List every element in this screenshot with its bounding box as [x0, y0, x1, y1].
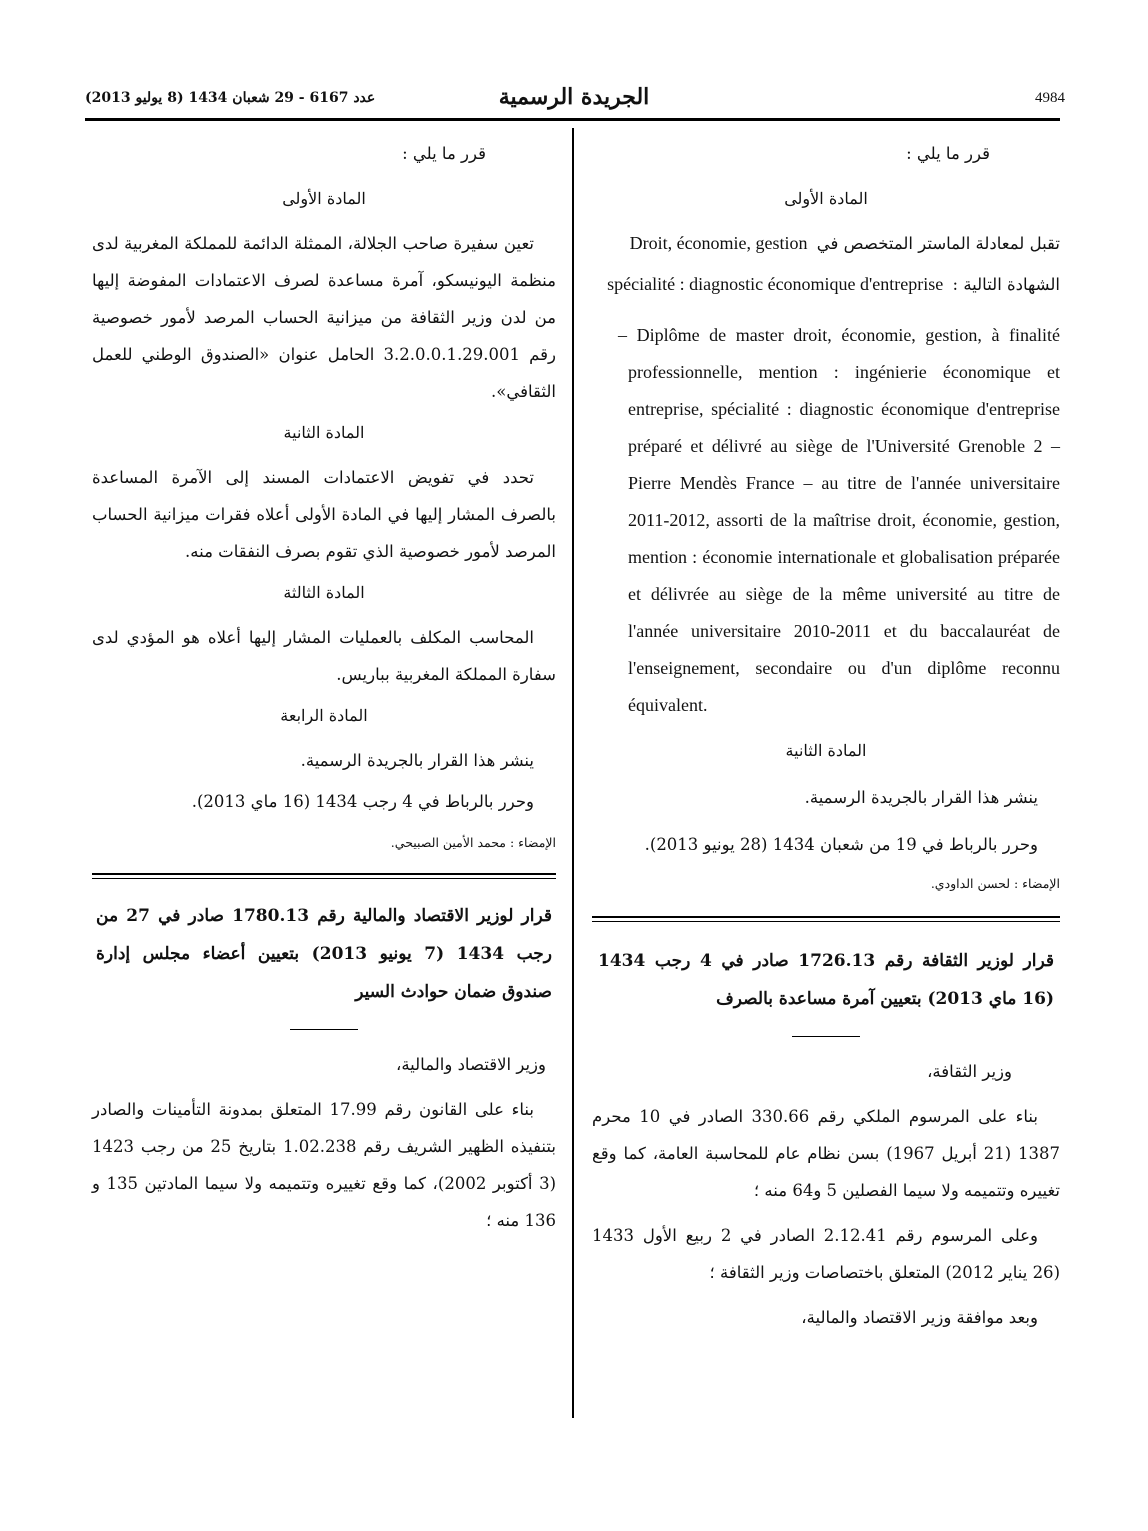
- considering-1: بناء على المرسوم الملكي رقم 330.66 الصادر في 10 محرم 1387 (21 أبريل 1967) بسن نظام عام للمحاسبة العامة، كما وقع تغييره وتتميمه ولا سيما الفصلين 5 و64 منه ؛: [592, 1107, 1060, 1200]
- article3-text: المحاسب المكلف بالعمليات المشار إليها أعلاه هو المؤدي لدى سفارة المملكة المغربية بباريس.: [92, 628, 556, 684]
- article1-line1-fr: Droit, économie, gestion: [629, 233, 808, 253]
- header-rule: [85, 118, 1060, 121]
- article2-heading: المادة الثانية: [785, 741, 867, 760]
- decree-title: قرار لوزير الثقافة رقم 1726.13 صادر في 4 رجب 1434 (16 ماي 2013) بتعيين آمرة مساعدة بالصرف: [598, 951, 1054, 1009]
- article1-text: تعين سفيرة صاحب الجلالة، الممثلة الدائمة للمملكة المغربية لدى منظمة اليونيسكو، آمرة مساعدة لصرف الاعتمادات المفوضة إليها من لدن وزير الثقافة من ميزانية الحساب المرصد لأمور خصوصية رقم 3.2.0.0.1.29.001 الحامل عنوان «الصندوق الوطني للعمل الثقافي».: [92, 234, 556, 401]
- done-at: وحرر بالرباط في 19 من شعبان 1434 (28 يونيو 2013).: [644, 835, 1038, 854]
- column-divider: [572, 128, 574, 1418]
- article1-line1: [592, 225, 1060, 262]
- article2-text: تحدد في تفويض الاعتمادات المسند إلى الآمرة المساعدة بالصرف المشار إليها في المادة الأولى أعلاه فقرات ميزانية الحساب المرصد لأمور خصوصية الذي تقوم بصرف النفقات منه.: [92, 468, 556, 561]
- title-separator: [792, 1036, 860, 1037]
- considering-3: وبعد موافقة وزير الاقتصاد والمالية،: [801, 1308, 1038, 1327]
- intro: قرر ما يلي :: [402, 144, 486, 163]
- article1-line2: [592, 266, 1060, 303]
- article4-text: ينشر هذا القرار بالجريدة الرسمية.: [300, 751, 534, 770]
- article4-heading: المادة الرابعة: [280, 706, 368, 725]
- decree-title: قرار لوزير الاقتصاد والمالية رقم 1780.13 صادر في 27 من رجب 1434 (7 يونيو 2013) بتعيين أعضاء مجلس إدارة صندوق ضمان حوادث السير: [96, 906, 552, 1002]
- minister: وزير الاقتصاد والمالية،: [396, 1055, 546, 1074]
- section-separator: [92, 873, 556, 879]
- signature: الإمضاء : محمد الأمين الصبيحي.: [390, 835, 556, 850]
- article3-heading: المادة الثالثة: [283, 583, 365, 602]
- minister: وزير الثقافة،: [927, 1062, 1012, 1081]
- title-separator: [290, 1029, 358, 1030]
- done-at: وحرر بالرباط في 4 رجب 1434 (16 ماي 2013).: [191, 792, 534, 811]
- considering-2: وعلى المرسوم رقم 2.12.41 الصادر في 2 ربيع الأول 1433 (26 يناير 2012) المتعلق باختصاصات وزير الثقافة ؛: [592, 1226, 1060, 1282]
- section-separator: [592, 916, 1060, 922]
- left-column: [92, 135, 556, 1239]
- article1-line2-fr: spécialité : diagnostic économique d'entreprise: [607, 274, 944, 294]
- intro: قرر ما يلي :: [906, 144, 990, 163]
- right-column: [592, 135, 1060, 1336]
- diploma-description: – Diplôme de master droit, économie, gestion, à finalité professionnelle, mention : ingénierie économique et entreprise, spécialité : diagnostic économique d'entreprise préparé et délivré au siège de l'Université Grenoble 2 – Pierre Mendès France – au titre de l'année universitaire 2011-2012, assorti de la maîtrise droit, économie, gestion, mention : économie internationale et globalisation préparée et délivrée au siège de la même université au titre de l'année universitaire 2010-2011 et du baccalauréat de l'enseignement, secondaire ou d'un diplôme reconnu équivalent.: [618, 325, 1060, 715]
- considering-1: بناء على القانون رقم 17.99 المتعلق بمدونة التأمينات والصادر بتنفيذه الظهير الشريف رقم 1.02.238 بتاريخ 25 من رجب 1423 (3 أكتوبر 2002)، كما وقع تغييره وتتميمه ولا سيما المادتين 135 و 136 منه ؛: [92, 1100, 556, 1230]
- article2-text: ينشر هذا القرار بالجريدة الرسمية.: [804, 788, 1038, 807]
- page-number: 4984: [1035, 90, 1065, 106]
- issue-info: عدد 6167 - 29 شعبان 1434 (8 يوليو 2013): [85, 90, 376, 106]
- article1-heading: المادة الأولى: [784, 189, 868, 208]
- signature: الإمضاء : لحسن الداودي.: [930, 876, 1060, 891]
- article1-line1-ar: تقبل لمعادلة الماستر المتخصص في: [816, 234, 1060, 253]
- article2-heading: المادة الثانية: [283, 423, 365, 442]
- journal-title: الجريدة الرسمية: [498, 84, 650, 110]
- article1-line2-ar: الشهادة التالية :: [952, 275, 1060, 294]
- article1-heading: المادة الأولى: [282, 189, 366, 208]
